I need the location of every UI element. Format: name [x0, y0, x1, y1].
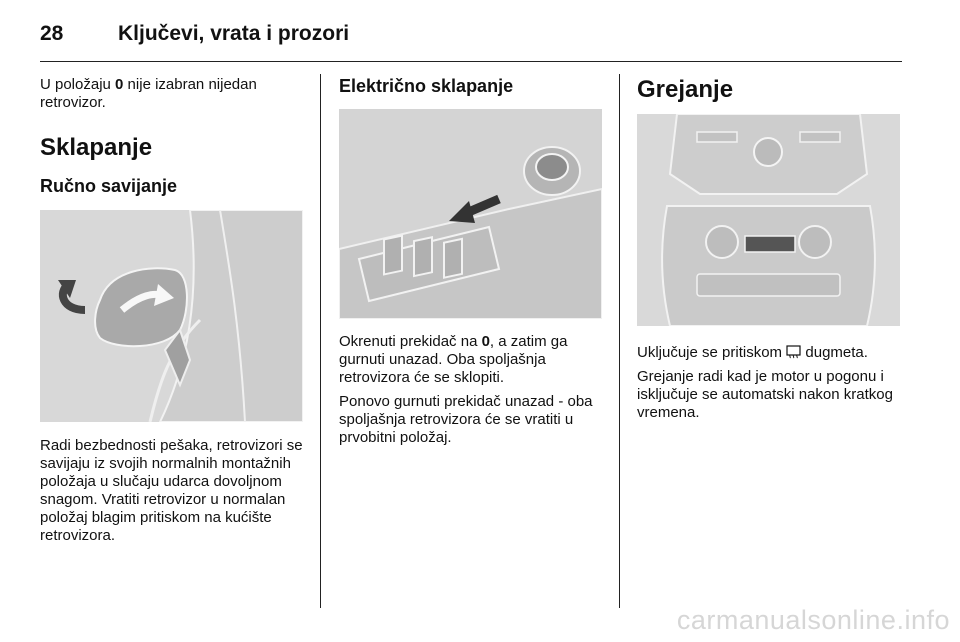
- column-divider-2: [619, 74, 620, 608]
- watermark: carmanualsonline.info: [676, 605, 950, 635]
- rear-heater-icon: [786, 345, 801, 359]
- heating-text-2: Grejanje radi kad je motor u pogonu i isključuje se automatski nakon kratkog vremena.: [637, 368, 893, 421]
- power-fold-switch-illustration: [339, 109, 602, 319]
- mirror-fold-illustration: [40, 210, 303, 422]
- manual-fold-text: Radi bezbednosti pešaka, retrovizori se savijaju iz svojih normalnih montažnih položaja u slučaju udarca dovoljnom snagom. Vratiti retrovizor u normalan položaj blagim pritiskom na kućište retrovizora.: [40, 437, 303, 544]
- power-fold-text-2: Ponovo gurnuti prekidač unazad - oba spoljašnja retrovizora će se vratiti u prvobitni položaj.: [339, 393, 593, 446]
- section-heading-sklapanje: Sklapanje: [40, 134, 153, 161]
- subheading-elektricno: Električno sklapanje: [339, 76, 514, 96]
- header-rule: [40, 61, 902, 62]
- chapter-title: Ključevi, vrata i prozori: [118, 22, 350, 45]
- column-1: [40, 76, 305, 545]
- heating-button-illustration: [637, 114, 900, 326]
- column-3: [637, 76, 902, 422]
- intro-text: U položaju 0 nije izabran nijedan retrovizor.: [40, 76, 257, 111]
- column-divider-1: [320, 74, 321, 608]
- section-heading-grejanje: Grejanje: [637, 76, 734, 103]
- subheading-rucno: Ručno savijanje: [40, 176, 178, 196]
- page-number: 28: [40, 22, 64, 45]
- heating-text-1: Uključuje se pritiskom dugmeta.: [637, 344, 868, 361]
- power-fold-text-1: Okrenuti prekidač na 0, a zatim ga gurnuti unazad. Oba spoljašnja retrovizora će se sklopiti.: [339, 333, 568, 386]
- column-2: [339, 76, 607, 447]
- page-header: [40, 22, 902, 62]
